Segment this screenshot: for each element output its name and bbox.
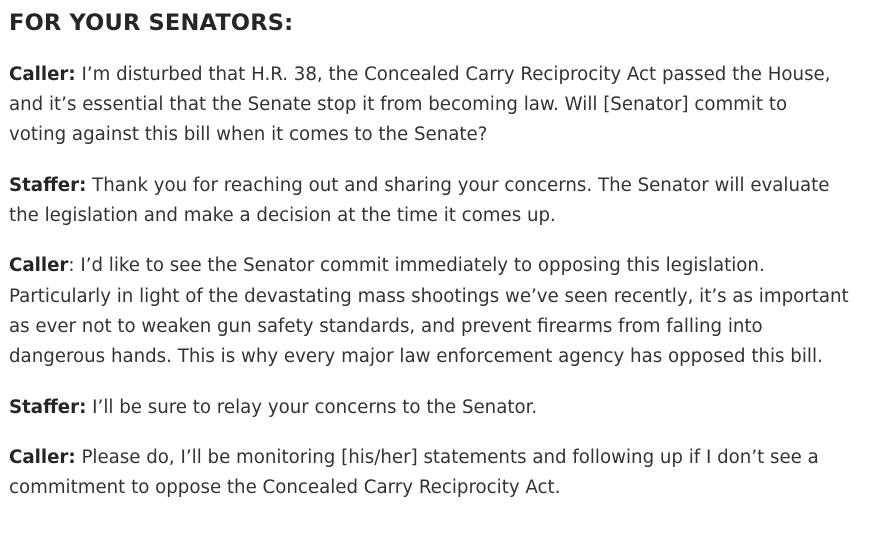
dialogue-text: I’d like to see the Senator commit immediately to opposing this legislation. Particularly in light of the devastating mass shootings we’ve seen recently, it’s as important as ever not to weaken gun safety standards, and prevent firearms from falling into dangerous hands. This is why every major law enforcement agency has opposed this bill. xyxy=(9,255,849,367)
dialogue-text: I’ll be sure to relay your concerns to the Senator. xyxy=(86,396,538,418)
speaker-punctuation: : xyxy=(68,255,75,277)
section-heading: FOR YOUR SENATORS: xyxy=(9,10,294,36)
dialogue-text: I’m disturbed that H.R. 38, the Concealed Carry Reciprocity Act passed the House, and it’s essential that the Senate stop it from becoming law. Will [Senator] commit to voting against this bill when it comes to the Senate? xyxy=(9,63,831,145)
dialogue-line-caller-1 xyxy=(9,60,850,151)
speaker-label: Staffer: xyxy=(9,396,87,418)
dialogue-text: Please do, I’ll be monitoring [his/her] statements and following up if I don’t see a commitment to oppose the Concealed Carry Reciprocity Act. xyxy=(9,447,819,499)
dialogue-text: Thank you for reaching out and sharing your concerns. The Senator will evaluate the legislation and make a decision at the time it comes up. xyxy=(9,174,830,226)
dialogue-line-staffer-1 xyxy=(9,171,850,231)
speaker-label: Caller xyxy=(9,255,69,277)
speaker-label: Staffer: xyxy=(9,174,87,196)
speaker-label: Caller: xyxy=(9,63,76,85)
dialogue-line-caller-3 xyxy=(9,443,850,503)
dialogue-line-caller-2 xyxy=(9,251,850,372)
speaker-label: Caller: xyxy=(9,447,76,469)
dialogue-line-staffer-2 xyxy=(9,393,850,423)
